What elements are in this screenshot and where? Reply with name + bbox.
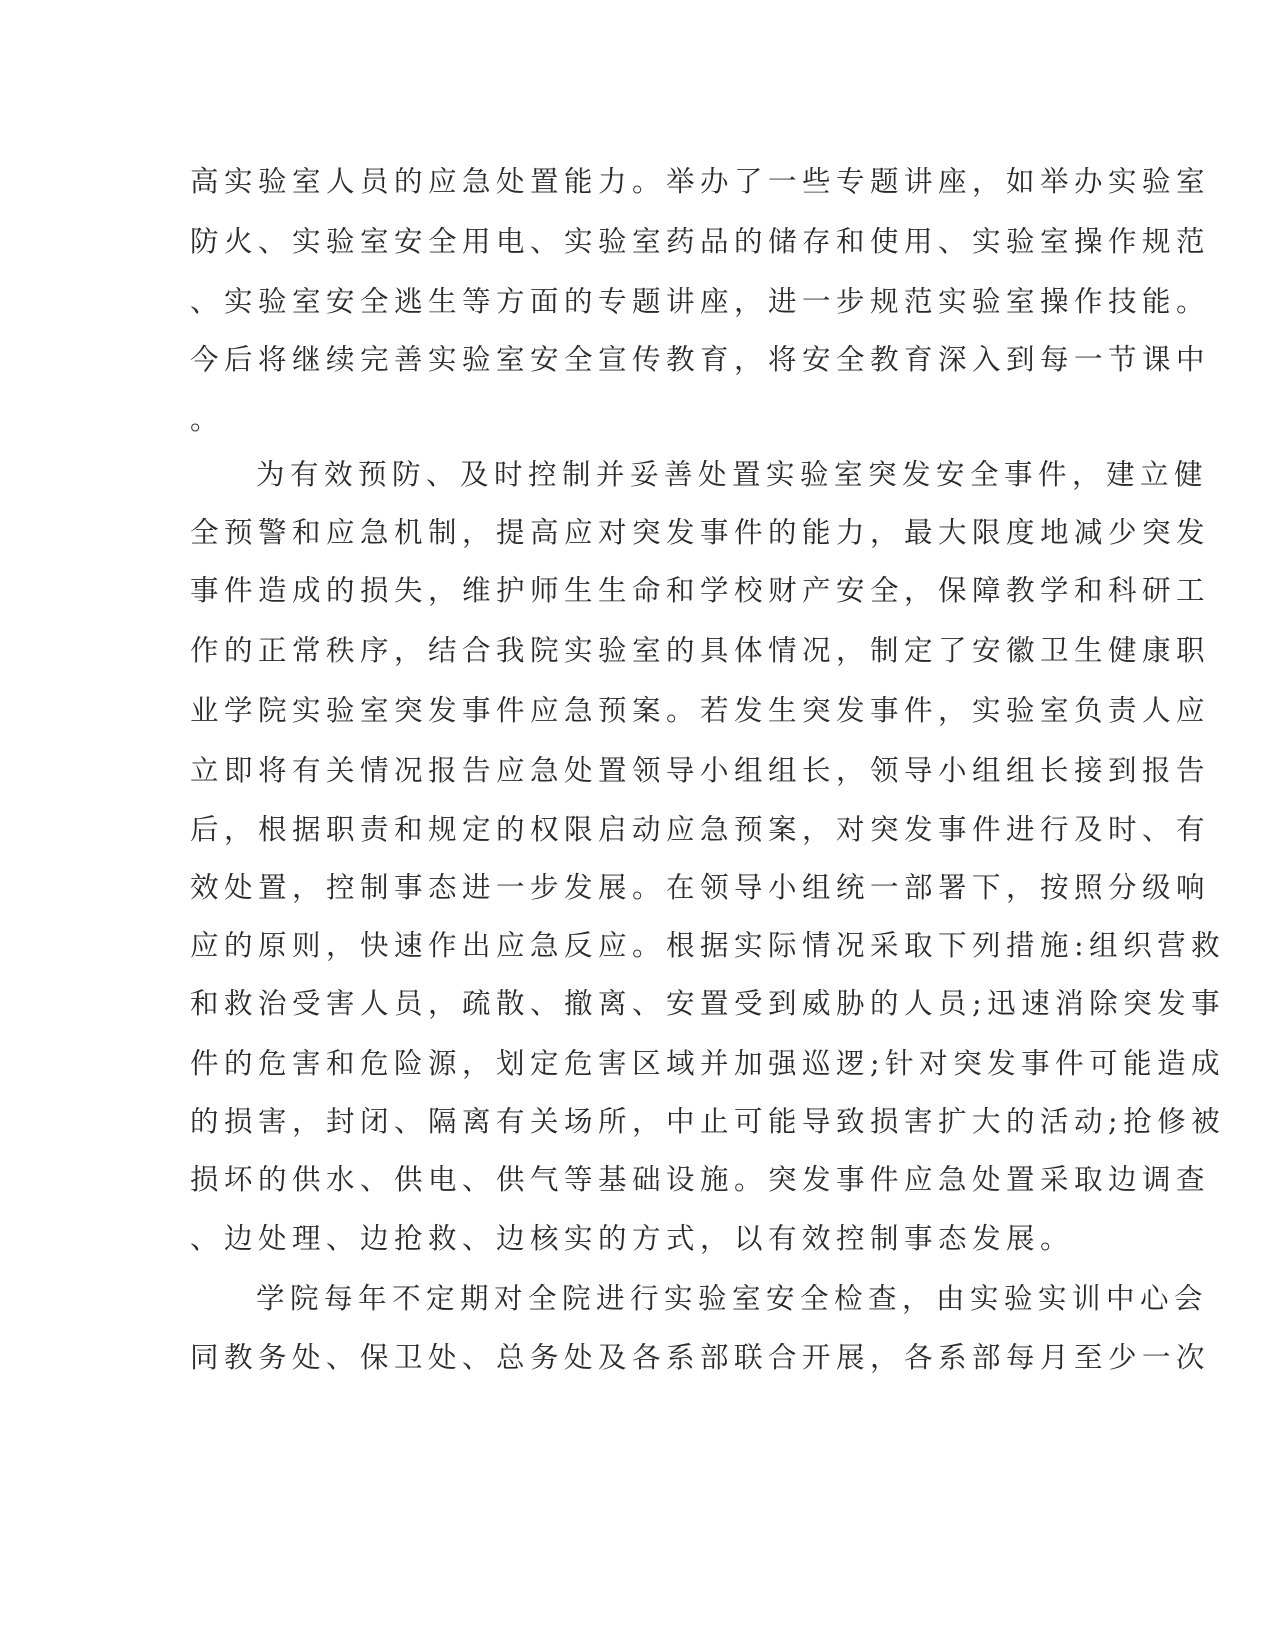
text-line: 后，根据职责和规定的权限启动应急预案，对突发事件进行及时、有 [190, 813, 1211, 846]
text-line: 和救治受害人员，疏散、撤离、安置受到威胁的人员;迅速消除突发事 [190, 987, 1226, 1020]
text-line: 为有效预防、及时控制并妥善处置实验室突发安全事件，建立健 [256, 458, 1209, 491]
text-line: 件的危害和危险源，划定危害区域并加强巡逻;针对突发事件可能造成 [190, 1047, 1226, 1080]
text-line: 。 [190, 403, 225, 436]
text-line: 损坏的供水、供电、供气等基础设施。突发事件应急处置采取边调查 [190, 1163, 1211, 1196]
text-line: 的损害，封闭、隔离有关场所，中止可能导致损害扩大的活动;抢修被 [190, 1105, 1226, 1138]
text-line: 高实验室人员的应急处置能力。举办了一些专题讲座，如举办实验室 [190, 165, 1211, 198]
text-line: 作的正常秩序，结合我院实验室的具体情况，制定了安徽卫生健康职 [190, 634, 1211, 667]
text-line: 、边处理、边抢救、边核实的方式，以有效控制事态发展。 [190, 1222, 1075, 1255]
text-line: 应的原则，快速作出应急反应。根据实际情况采取下列措施:组织营救 [190, 929, 1226, 962]
text-line: 防火、实验室安全用电、实验室药品的储存和使用、实验室操作规范 [190, 225, 1211, 258]
text-line: 效处置，控制事态进一步发展。在领导小组统一部署下，按照分级响 [190, 871, 1211, 904]
text-line: 业学院实验室突发事件应急预案。若发生突发事件，实验室负责人应 [190, 694, 1211, 727]
text-line: 学院每年不定期对全院进行实验室安全检查，由实验实训中心会 [256, 1282, 1209, 1315]
text-line: 、实验室安全逃生等方面的专题讲座，进一步规范实验室操作技能。 [190, 285, 1211, 318]
text-line: 今后将继续完善实验室安全宣传教育，将安全教育深入到每一节课中 [190, 343, 1211, 376]
text-line: 立即将有关情况报告应急处置领导小组组长，领导小组组长接到报告 [190, 754, 1211, 787]
text-line: 事件造成的损失，维护师生生命和学校财产安全，保障教学和科研工 [190, 574, 1211, 607]
text-line: 同教务处、保卫处、总务处及各系部联合开展，各系部每月至少一次 [190, 1341, 1211, 1374]
text-line: 全预警和应急机制，提高应对突发事件的能力，最大限度地减少突发 [190, 516, 1211, 549]
